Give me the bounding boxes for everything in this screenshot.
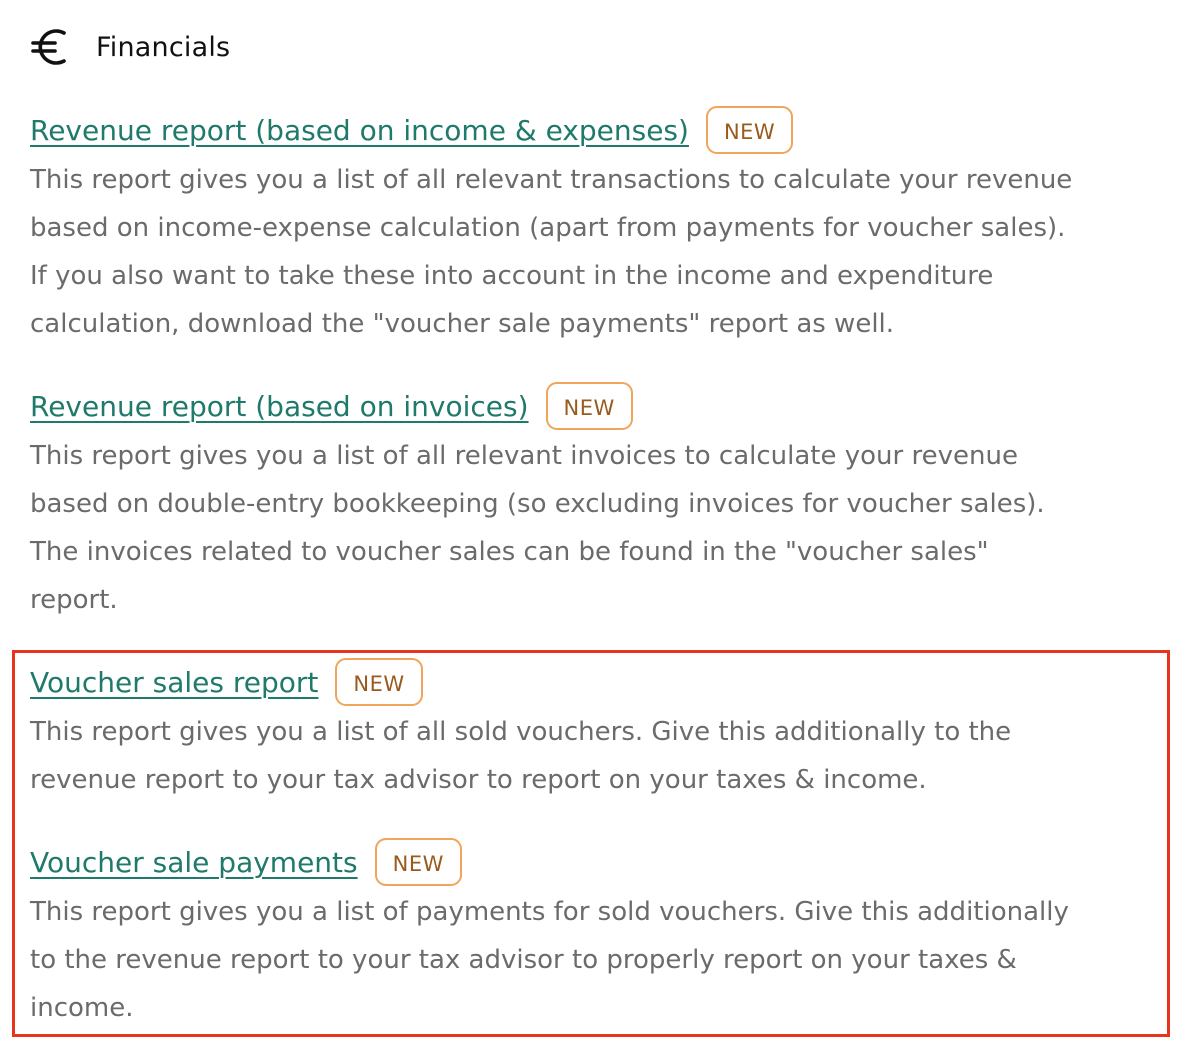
report-description xyxy=(30,432,1165,624)
new-badge: NEW xyxy=(706,106,793,154)
report-item-revenue-income-expenses xyxy=(30,104,1165,348)
euro-icon xyxy=(30,24,76,70)
report-title-row xyxy=(30,380,1165,432)
report-description xyxy=(30,156,1165,348)
report-item-voucher-sale-payments xyxy=(30,836,1165,1032)
description-line: This report gives you a list of payments for sold vouchers. Give this additionally xyxy=(30,897,1069,927)
description-line: revenue report to your tax advisor to report on your taxes & income. xyxy=(30,765,927,795)
description-line: income. xyxy=(30,993,134,1023)
description-line: report. xyxy=(30,585,118,615)
description-line: calculation, download the "voucher sale payments" report as well. xyxy=(30,309,895,339)
description-line: based on double-entry bookkeeping (so excluding invoices for voucher sales). xyxy=(30,489,1045,519)
report-title-row xyxy=(30,656,1165,708)
new-badge: NEW xyxy=(335,658,422,706)
report-item-revenue-invoices xyxy=(30,380,1165,624)
description-line: If you also want to take these into account in the income and expenditure xyxy=(30,261,994,291)
description-line: based on income-expense calculation (apart from payments for voucher sales). xyxy=(30,213,1066,243)
description-line: This report gives you a list of all relevant transactions to calculate your revenue xyxy=(30,165,1073,195)
report-description xyxy=(30,888,1165,1032)
revenue-report-income-expenses-link[interactable]: Revenue report (based on income & expenses) xyxy=(30,113,689,147)
new-badge: NEW xyxy=(375,838,462,886)
description-line: This report gives you a list of all relevant invoices to calculate your revenue xyxy=(30,441,1018,471)
revenue-report-invoices-link[interactable]: Revenue report (based on invoices) xyxy=(30,389,529,423)
description-line: This report gives you a list of all sold vouchers. Give this additionally to the xyxy=(30,717,1012,747)
report-title-row xyxy=(30,104,1165,156)
section-title: Financials xyxy=(96,31,231,63)
report-title-row xyxy=(30,836,1165,888)
voucher-sales-report-link[interactable]: Voucher sales report xyxy=(30,665,319,699)
report-item-voucher-sales xyxy=(30,656,1165,804)
report-description xyxy=(30,708,1165,804)
new-badge: NEW xyxy=(546,382,633,430)
voucher-sale-payments-link[interactable]: Voucher sale payments xyxy=(30,845,358,879)
description-line: The invoices related to voucher sales can be found in the "voucher sales" xyxy=(30,537,989,567)
description-line: to the revenue report to your tax advisor to properly report on your taxes & xyxy=(30,945,1017,975)
section-header xyxy=(30,24,230,70)
